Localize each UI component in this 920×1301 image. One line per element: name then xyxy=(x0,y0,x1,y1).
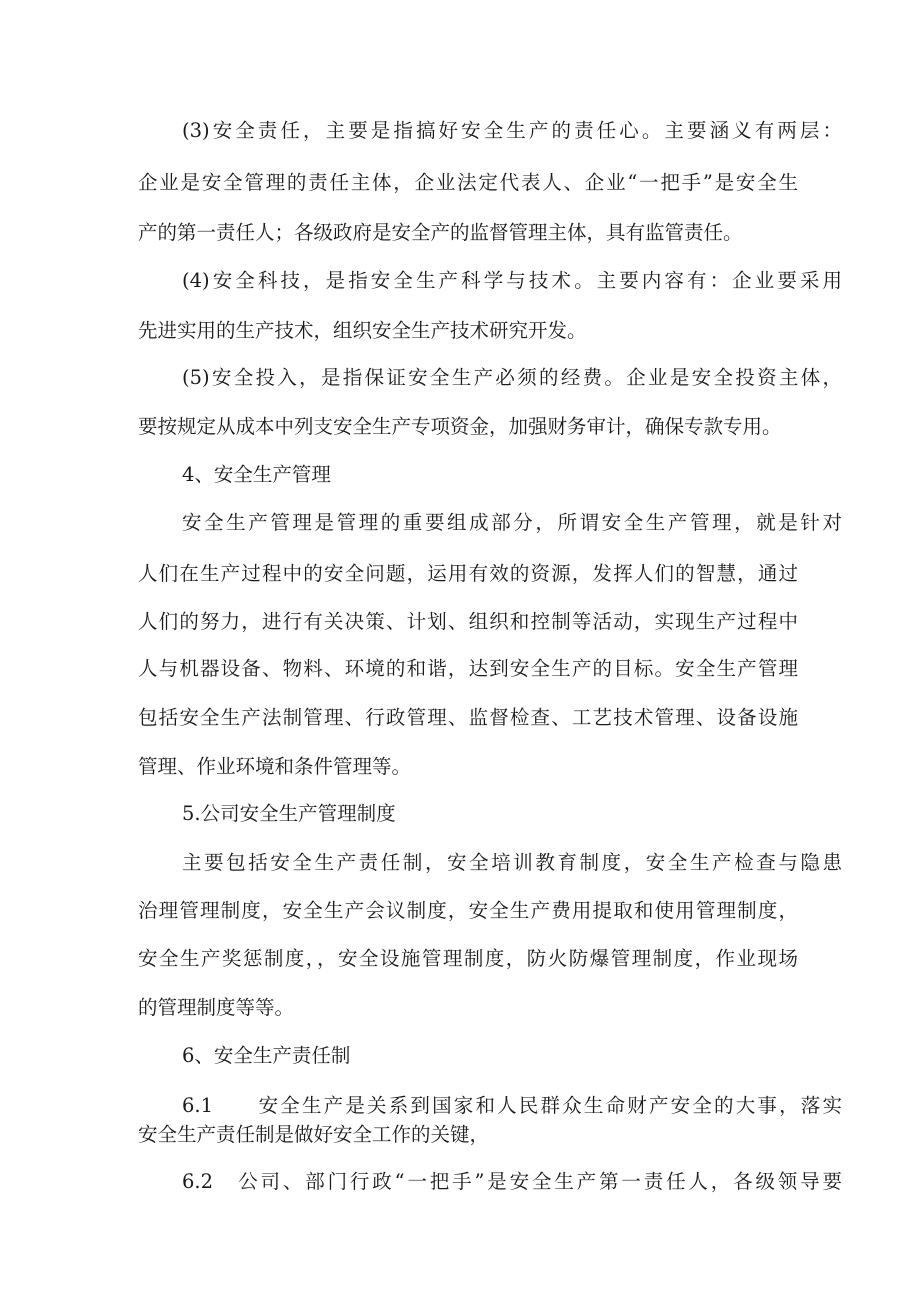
paragraph-line: 安全生产奖惩制度，，安全设施管理制度，防火防爆管理制度，作业现场 xyxy=(138,947,798,970)
paragraph-line: 企业是安全管理的责任主体，企业法定代表人、企业“一把手”是安全生 xyxy=(138,171,798,194)
section-heading: 4、安全生产管理 xyxy=(182,463,331,486)
paragraph-line: 主要包括安全生产责任制，安全培训教育制度，安全生产检查与隐患 xyxy=(182,851,842,874)
paragraph-line: (5)安全投入，是指保证安全生产必须的经费。企业是安全投资主体， xyxy=(182,366,842,389)
paragraph-line: 治理管理制度，安全生产会议制度，安全生产费用提取和使用管理制度， xyxy=(138,899,798,922)
paragraph-line: 管理、作业环境和条件管理等。 xyxy=(138,755,412,778)
paragraph-line: 安全生产责任制是做好安全工作的关键， xyxy=(138,1123,490,1146)
paragraph-line: (3)安全责任，主要是指搞好安全生产的责任心。主要涵义有两层： xyxy=(182,119,842,142)
section-heading: 5.公司安全生产管理制度 xyxy=(182,802,396,825)
paragraph-line: 安全生产管理是管理的重要组成部分，所谓安全生产管理，就是针对 xyxy=(182,511,842,534)
paragraph-line: 产的第一责任人；各级政府是安全产的监督管理主体，具有监管责任。 xyxy=(138,221,743,244)
paragraph-line: 人们的努力，进行有关决策、计划、组织和控制等活动，实现生产过程中 xyxy=(138,610,798,633)
paragraph-line: (4)安全科技，是指安全生产科学与技术。主要内容有：企业要采用 xyxy=(182,269,842,292)
paragraph-line: 6.2 公司、部门行政“一把手”是安全生产第一责任人，各级领导要 xyxy=(182,1170,842,1193)
paragraph-line: 人与机器设备、物料、环境的和谐，达到安全生产的目标。安全生产管理 xyxy=(138,657,798,680)
paragraph-line: 包括安全生产法制管理、行政管理、监督检查、工艺技术管理、设备设施 xyxy=(138,706,798,729)
paragraph-line: 6.1 安全生产是关系到国家和人民群众生命财产安全的大事，落实 xyxy=(182,1094,842,1117)
section-heading: 6、安全生产责任制 xyxy=(182,1044,351,1067)
paragraph-line: 的管理制度等等。 xyxy=(138,996,295,1019)
paragraph-line: 先进实用的生产技术，组织安全生产技术研究开发。 xyxy=(138,319,587,342)
paragraph-line: 要按规定从成本中列支安全生产专项资金，加强财务审计，确保专款专用。 xyxy=(138,415,782,438)
paragraph-line: 人们在生产过程中的安全问题，运用有效的资源，发挥人们的智慧，通过 xyxy=(138,562,798,585)
